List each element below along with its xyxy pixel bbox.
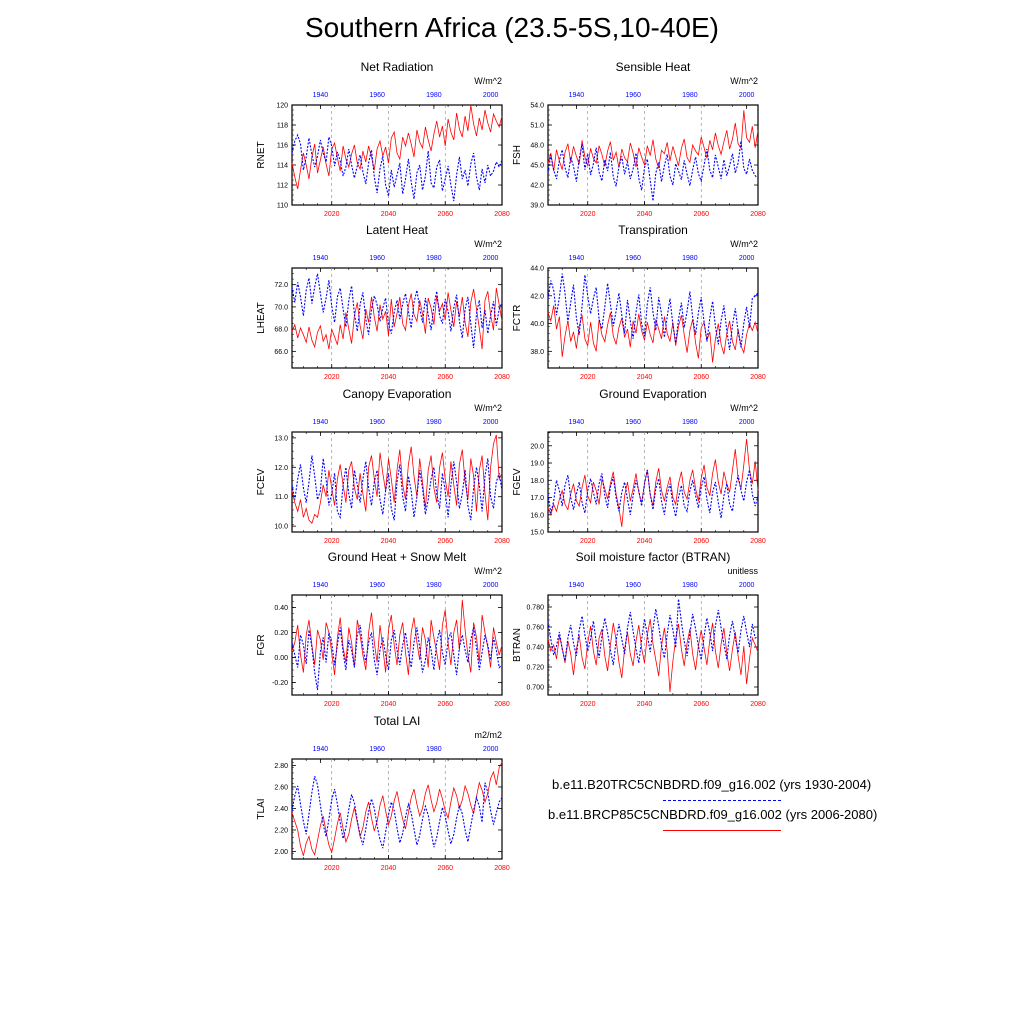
fctr-plot-frame (548, 268, 758, 368)
fcev-y-tick-label-10.0: 10.0 (274, 523, 288, 531)
fgr-ylabel: FGR (256, 634, 267, 656)
rnet-bottom-tick-label-2080: 2080 (494, 211, 510, 218)
fsh-series-hist (548, 141, 758, 201)
lheat-series-future (292, 288, 502, 349)
fsh-y-tick-label-51.0: 51.0 (530, 122, 544, 130)
fsh-series-future (548, 110, 758, 171)
fctr-y-tick-label-42.0: 42.0 (530, 293, 544, 301)
btran-top-tick-label-1960: 1960 (625, 582, 641, 589)
fgev-bottom-tick-label-2020: 2020 (579, 538, 596, 545)
fgr-top-tick-label-2000: 2000 (482, 582, 499, 589)
rnet-y-tick-label-112: 112 (276, 182, 288, 190)
fsh-plot-frame (548, 105, 758, 205)
tlai-y-tick-label-2.20: 2.20 (274, 827, 288, 835)
legend-hist-label: b.e11.B20TRC5CNBDRD.f09_g16.002 (yrs 1930-2004) (552, 777, 872, 792)
tlai-y-tick-label-2.60: 2.60 (274, 784, 288, 792)
tlai-top-tick-label-1940: 1940 (312, 746, 329, 753)
fgr-top-tick-label-1940: 1940 (312, 582, 329, 589)
tlai-plot-frame (292, 759, 502, 859)
tlai-bottom-tick-label-2080: 2080 (494, 865, 510, 872)
fgev-y-tick-label-17.0: 17.0 (530, 495, 544, 503)
lheat-bottom-tick-label-2040: 2040 (380, 374, 397, 381)
btran-series-hist (548, 599, 758, 665)
btran-bottom-tick-label-2040: 2040 (636, 701, 653, 708)
fsh-y-tick-label-48.0: 48.0 (530, 142, 544, 150)
lheat-top-tick-label-1940: 1940 (312, 255, 329, 262)
btran-y-tick-label-0.720: 0.720 (526, 664, 544, 672)
btran-top-tick-label-2000: 2000 (738, 582, 755, 589)
fgr-y-tick-label-0.40: 0.40 (274, 605, 288, 612)
fctr-series-hist (548, 274, 758, 350)
fgr-bottom-tick-label-2060: 2060 (437, 701, 454, 708)
fctr-units: W/m^2 (730, 239, 758, 249)
fctr-top-tick-label-1980: 1980 (682, 255, 698, 262)
fgev-top-tick-label-1980: 1980 (682, 419, 698, 426)
fcev-top-tick-label-1940: 1940 (312, 419, 329, 426)
legend-future-label: b.e11.BRCP85C5CNBDRD.f09_g16.002 (yrs 2006-2080) (548, 807, 878, 822)
legend-future-line (663, 830, 781, 831)
fcev-top-tick-label-2000: 2000 (482, 419, 499, 426)
tlai-ylabel: TLAI (256, 798, 267, 820)
fsh-y-tick-label-42.0: 42.0 (530, 182, 544, 190)
fgr-top-tick-label-1980: 1980 (426, 582, 442, 589)
lheat-panel-title: Latent Heat (365, 223, 429, 237)
fsh-panel-title: Sensible Heat (615, 60, 691, 74)
fctr-top-tick-label-1960: 1960 (625, 255, 641, 262)
lheat-top-tick-label-2000: 2000 (482, 255, 499, 262)
btran-y-tick-label-0.740: 0.740 (526, 644, 544, 652)
btran-top-tick-label-1940: 1940 (568, 582, 585, 589)
fgr-y-tick-label--0.20: -0.20 (272, 680, 288, 687)
fgr-bottom-tick-label-2080: 2080 (494, 701, 510, 708)
fcev-bottom-tick-label-2060: 2060 (437, 538, 454, 545)
tlai-y-tick-label-2.40: 2.40 (274, 805, 288, 813)
fgev-top-tick-label-1940: 1940 (568, 419, 585, 426)
fgev-bottom-tick-label-2040: 2040 (636, 538, 653, 545)
tlai-panel-title: Total LAI (373, 714, 421, 728)
fgev-bottom-tick-label-2080: 2080 (750, 538, 766, 545)
fctr-bottom-tick-label-2020: 2020 (579, 374, 596, 381)
tlai-series-future (292, 762, 502, 856)
lheat-y-tick-label-72.0: 72.0 (274, 282, 288, 290)
btran-bottom-tick-label-2020: 2020 (579, 701, 596, 708)
btran-ylabel: BTRAN (512, 628, 523, 662)
rnet-y-tick-label-118: 118 (276, 122, 288, 130)
main-title: Southern Africa (23.5-5S,10-40E) (304, 12, 719, 43)
tlai-bottom-tick-label-2040: 2040 (380, 865, 397, 872)
fsh-y-tick-label-39.0: 39.0 (530, 202, 544, 210)
lheat-y-tick-label-70.0: 70.0 (274, 304, 288, 312)
fsh-bottom-tick-label-2080: 2080 (750, 211, 766, 218)
fcev-series-future (292, 435, 502, 523)
fsh-ylabel: FSH (512, 145, 523, 165)
fgr-y-tick-label-0.00: 0.00 (274, 655, 288, 662)
rnet-top-tick-label-1940: 1940 (312, 92, 329, 99)
fgev-series-hist (548, 470, 758, 518)
rnet-y-tick-label-110: 110 (276, 202, 288, 210)
fgev-y-tick-label-18.0: 18.0 (530, 477, 544, 485)
tlai-top-tick-label-1980: 1980 (426, 746, 442, 753)
fsh-top-tick-label-1940: 1940 (568, 92, 585, 99)
fctr-top-tick-label-2000: 2000 (738, 255, 755, 262)
fsh-y-tick-label-45.0: 45.0 (530, 162, 544, 170)
fgev-units: W/m^2 (730, 403, 758, 413)
lheat-series-hist (292, 274, 502, 348)
fcev-units: W/m^2 (474, 403, 502, 413)
fgev-panel-title: Ground Evaporation (599, 387, 707, 401)
fsh-y-tick-label-54.0: 54.0 (530, 102, 544, 110)
fctr-y-tick-label-44.0: 44.0 (530, 265, 544, 273)
fctr-bottom-tick-label-2040: 2040 (636, 374, 653, 381)
fctr-y-tick-label-40.0: 40.0 (530, 321, 544, 329)
btran-panel-title: Soil moisture factor (BTRAN) (575, 550, 731, 564)
lheat-y-tick-label-66.0: 66.0 (274, 348, 288, 356)
rnet-y-tick-label-116: 116 (276, 142, 288, 150)
fgr-y-tick-label-0.20: 0.20 (274, 630, 288, 637)
tlai-series-hist (292, 776, 502, 848)
tlai-top-tick-label-1960: 1960 (369, 746, 385, 753)
fcev-panel-title: Canopy Evaporation (342, 387, 452, 401)
fcev-bottom-tick-label-2040: 2040 (380, 538, 397, 545)
fctr-top-tick-label-1940: 1940 (568, 255, 585, 262)
rnet-top-tick-label-1960: 1960 (369, 92, 385, 99)
btran-y-tick-label-0.780: 0.780 (526, 604, 544, 612)
lheat-bottom-tick-label-2080: 2080 (494, 374, 510, 381)
fctr-y-tick-label-38.0: 38.0 (530, 348, 544, 356)
fsh-bottom-tick-label-2060: 2060 (693, 211, 710, 218)
rnet-y-tick-label-114: 114 (276, 162, 288, 170)
fctr-bottom-tick-label-2060: 2060 (693, 374, 710, 381)
rnet-bottom-tick-label-2040: 2040 (380, 211, 397, 218)
rnet-units: W/m^2 (474, 76, 502, 86)
fsh-bottom-tick-label-2020: 2020 (579, 211, 596, 218)
fcev-y-tick-label-13.0: 13.0 (274, 435, 288, 443)
rnet-bottom-tick-label-2020: 2020 (323, 211, 340, 218)
fsh-top-tick-label-1980: 1980 (682, 92, 698, 99)
fcev-y-tick-label-11.0: 11.0 (274, 494, 288, 502)
rnet-ylabel: RNET (256, 141, 267, 169)
btran-top-tick-label-1980: 1980 (682, 582, 698, 589)
fsh-top-tick-label-1960: 1960 (625, 92, 641, 99)
rnet-top-tick-label-2000: 2000 (482, 92, 499, 99)
lheat-units: W/m^2 (474, 239, 502, 249)
btran-y-tick-label-0.760: 0.760 (526, 624, 544, 632)
btran-bottom-tick-label-2060: 2060 (693, 701, 710, 708)
fgev-bottom-tick-label-2060: 2060 (693, 538, 710, 545)
rnet-y-tick-label-120: 120 (276, 102, 288, 110)
fgr-top-tick-label-1960: 1960 (369, 582, 385, 589)
rnet-series-hist (292, 135, 502, 201)
fcev-top-tick-label-1960: 1960 (369, 419, 385, 426)
fgr-units: W/m^2 (474, 566, 502, 576)
lheat-bottom-tick-label-2060: 2060 (437, 374, 454, 381)
rnet-panel-title: Net Radiation (360, 60, 434, 74)
fgev-top-tick-label-1960: 1960 (625, 419, 641, 426)
fgr-bottom-tick-label-2020: 2020 (323, 701, 340, 708)
btran-bottom-tick-label-2080: 2080 (750, 701, 766, 708)
tlai-bottom-tick-label-2020: 2020 (323, 865, 340, 872)
btran-y-tick-label-0.700: 0.700 (526, 684, 544, 692)
lheat-top-tick-label-1980: 1980 (426, 255, 442, 262)
fcev-ylabel: FCEV (256, 468, 267, 496)
fsh-bottom-tick-label-2040: 2040 (636, 211, 653, 218)
fgev-top-tick-label-2000: 2000 (738, 419, 755, 426)
tlai-y-tick-label-2.80: 2.80 (274, 762, 288, 770)
rnet-bottom-tick-label-2060: 2060 (437, 211, 454, 218)
tlai-bottom-tick-label-2060: 2060 (437, 865, 454, 872)
fgev-y-tick-label-15.0: 15.0 (530, 529, 544, 537)
fcev-bottom-tick-label-2020: 2020 (323, 538, 340, 545)
fgev-y-tick-label-20.0: 20.0 (530, 443, 544, 451)
tlai-units: m2/m2 (474, 730, 502, 740)
lheat-bottom-tick-label-2020: 2020 (323, 374, 340, 381)
fctr-panel-title: Transpiration (618, 223, 688, 237)
fcev-top-tick-label-1980: 1980 (426, 419, 442, 426)
tlai-y-tick-label-2.00: 2.00 (274, 848, 288, 856)
fctr-ylabel: FCTR (512, 304, 523, 332)
fgev-y-tick-label-19.0: 19.0 (530, 460, 544, 468)
lheat-ylabel: LHEAT (256, 302, 267, 334)
tlai-top-tick-label-2000: 2000 (482, 746, 499, 753)
lheat-top-tick-label-1960: 1960 (369, 255, 385, 262)
fsh-units: W/m^2 (730, 76, 758, 86)
legend-hist-line (663, 800, 781, 801)
fcev-bottom-tick-label-2080: 2080 (494, 538, 510, 545)
fgev-ylabel: FGEV (512, 468, 523, 496)
btran-units: unitless (727, 566, 758, 576)
lheat-y-tick-label-68.0: 68.0 (274, 326, 288, 334)
fgev-y-tick-label-16.0: 16.0 (530, 512, 544, 520)
fgr-panel-title: Ground Heat + Snow Melt (327, 550, 467, 564)
fctr-bottom-tick-label-2080: 2080 (750, 374, 766, 381)
rnet-top-tick-label-1980: 1980 (426, 92, 442, 99)
fsh-top-tick-label-2000: 2000 (738, 92, 755, 99)
fcev-y-tick-label-12.0: 12.0 (274, 464, 288, 472)
rnet-plot-frame (292, 105, 502, 205)
fgr-bottom-tick-label-2040: 2040 (380, 701, 397, 708)
